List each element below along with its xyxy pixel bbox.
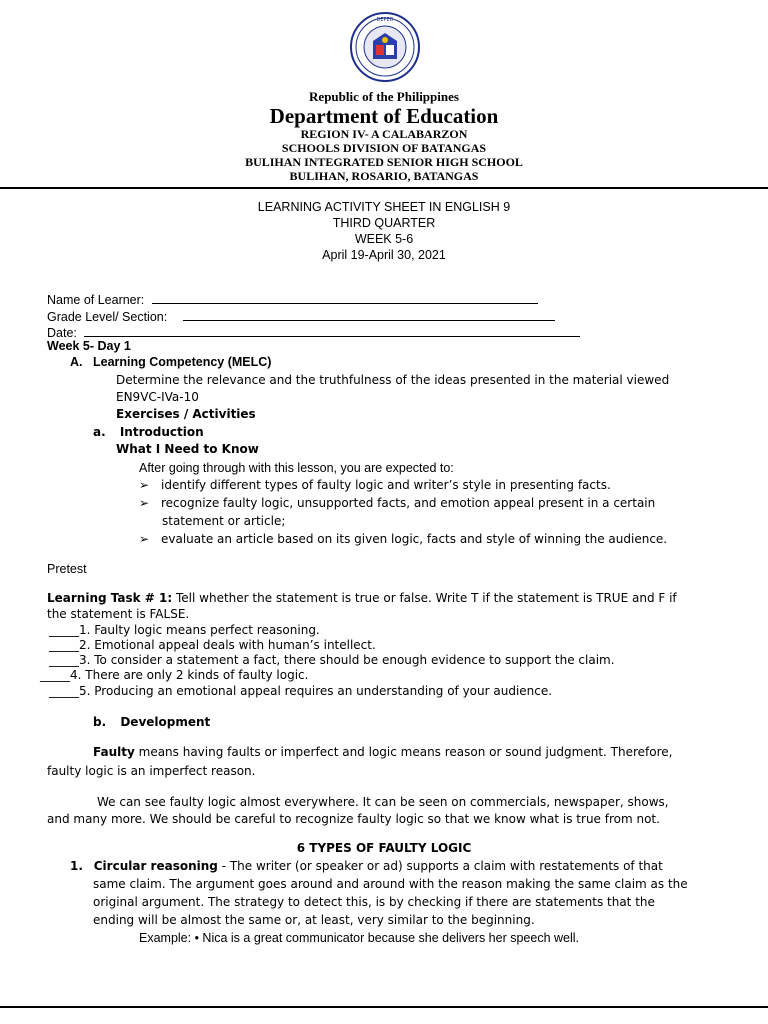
everywhere-paragraph: We can see faulty logic almost everywhere. It can be seen on commercials, newspaper, shows, [97,795,669,809]
learning-task-instruction: Learning Task # 1: Tell whether the statement is true or false. Write T if the statement is TRUE and F if [47,591,677,605]
region-line: REGION IV- A CALABARZON [300,127,468,141]
footer-divider [0,1006,768,1008]
sheet-title: LEARNING ACTIVITY SHEET IN ENGLISH 9 [257,200,511,214]
objective-item: ➢ recognize faulty logic, unsupported facts, and emotion appeal present in a certain [139,496,656,510]
department-title: Department of Education [269,104,499,128]
arrow-bullet-icon: ➢ [139,532,150,546]
exercises-heading: Exercises / Activities [116,407,256,421]
date-row [47,324,580,340]
pretest-label: Pretest [47,562,87,576]
learning-task-instruction-cont: the statement is FALSE. [47,607,190,621]
section-a-heading [70,355,271,369]
intro-title: Introduction [119,425,204,439]
objective-item-continued: statement or article; [162,514,286,528]
date-range: April 19-April 30, 2021 [322,248,446,262]
faulty-term: Faulty [93,745,135,759]
grade-section-label: Grade Level/ Section: [47,310,168,324]
type-1-description: original argument. The strategy to detect this, is by checking if there are statements that the [93,895,655,909]
definition-paragraph: Faulty means having faults or imperfect and logic means reason or sound judgment. Therefore, [93,745,673,759]
development-letter: b. [93,715,107,729]
pretest-item: _____5. Producing an emotional appeal requires an understanding of your audience. [49,684,553,698]
pretest-item: _____1. Faulty logic means perfect reasoning. [49,623,320,637]
development-heading [93,715,210,729]
type-1-example: Example: • Nica is a great communicator because she delivers her speech well. [139,931,579,945]
section-a-title: Learning Competency (MELC) [92,355,272,369]
address-line: BULIHAN, ROSARIO, BATANGAS [289,169,479,183]
type-1-description: ending will be almost the same or, at least, very similar to the beginning. [93,913,535,927]
division-line: SCHOOLS DIVISION OF BATANGAS [281,141,487,155]
header-divider [0,187,768,189]
intro-letter: a. [93,425,106,439]
republic-line: Republic of the Philippines [309,89,459,104]
type-1-number: 1. [70,859,83,873]
school-line: BULIHAN INTEGRATED SENIOR HIGH SCHOOL [245,155,523,169]
pretest-item: _____2. Emotional appeal deals with human’s intellect. [49,638,376,652]
pretest-item: _____3. To consider a statement a fact, there should be enough evidence to support the claim. [49,653,615,667]
types-heading: 6 TYPES OF FAULTY LOGIC [296,841,472,855]
type-1-item: 1. Circular reasoning - The writer (or speaker or ad) supports a claim with restatements of that [70,859,663,873]
arrow-bullet-icon: ➢ [139,496,150,510]
week-line: WEEK 5-6 [354,232,414,246]
intro-heading [93,425,204,439]
need-to-know-heading: What I Need to Know [116,442,259,456]
objective-item: ➢ evaluate an article based on its given logic, facts and style of winning the audience. [139,532,668,546]
deped-seal [349,11,421,83]
svg-text:DEPED: DEPED [376,17,394,23]
type-1-title: Circular reasoning [93,859,218,873]
melc-text: Determine the relevance and the truthfulness of the ideas presented in the material viewed [116,373,670,387]
melc-code: EN9VC-IVa-10 [116,390,199,404]
date-label: Date: [47,326,77,340]
everywhere-paragraph-cont: and many more. We should be careful to recognize faulty logic so that we know what is true from not. [47,812,660,826]
week-day-heading: Week 5- Day 1 [47,339,131,353]
development-title: Development [120,715,211,729]
grade-section-field[interactable] [183,308,555,321]
learner-name-field[interactable] [152,291,538,304]
type-1-description: same claim. The argument goes around and around with the reason making the same claim as the [93,877,688,891]
section-a-letter: A. [70,355,83,369]
pretest-item: _____4. There are only 2 kinds of faulty logic. [40,668,309,682]
arrow-bullet-icon: ➢ [139,478,150,492]
learning-task-label: Learning Task # 1: [47,591,173,605]
date-field[interactable] [84,324,580,337]
expectation-text: After going through with this lesson, you are expected to: [139,461,454,475]
quarter-line: THIRD QUARTER [332,216,436,230]
objective-item: ➢ identify different types of faulty logic and writer’s style in presenting facts. [139,478,611,492]
learner-name-label: Name of Learner: [47,293,145,307]
learner-name-row [47,291,538,307]
grade-section-row [47,308,555,324]
definition-paragraph-cont: faulty logic is an imperfect reason. [47,764,256,778]
